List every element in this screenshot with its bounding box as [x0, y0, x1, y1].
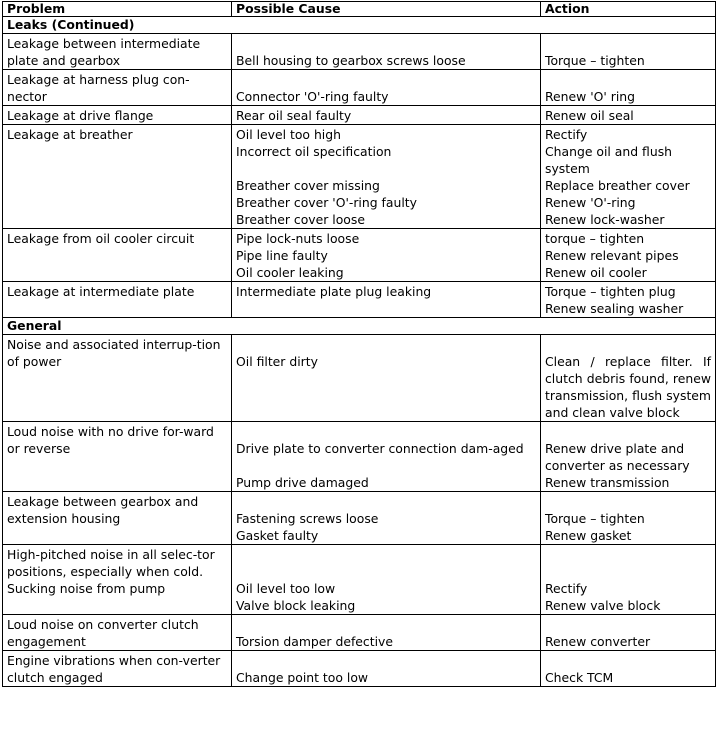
cause-text: Oil level too high — [236, 127, 341, 142]
cause-cell — [232, 70, 541, 106]
table-row — [3, 422, 716, 492]
action-text: Check TCM — [545, 670, 614, 685]
cause-text: Intermediate plate plug leaking — [236, 284, 432, 299]
cause-text: Connector 'O'-ring faulty — [236, 89, 389, 104]
table-row — [3, 125, 716, 229]
cause-text: Incorrect oil specification — [236, 144, 392, 159]
header-action: Action — [541, 2, 716, 17]
action-text: Renew 'O'-ring — [545, 195, 636, 210]
cause-text: Breather cover loose — [236, 212, 365, 227]
cause-text: Pipe line faulty — [236, 248, 328, 263]
table-row — [3, 651, 716, 687]
table-row — [3, 492, 716, 545]
section-row — [3, 17, 716, 34]
action-text: Clean / replace filter. If clutch debris found, renew transmission, flush system and clean valve block — [545, 354, 711, 420]
section-row — [3, 318, 716, 335]
action-cell — [541, 125, 716, 229]
action-text: Torque – tighten plug Renew sealing washer — [545, 284, 684, 316]
action-cell — [541, 106, 716, 125]
action-text: Renew oil seal — [545, 108, 634, 123]
cause-cell — [232, 615, 541, 651]
table-row — [3, 615, 716, 651]
problem-cell: Engine vibrations when con-verter clutch engaged — [3, 651, 232, 687]
cause-cell — [232, 229, 541, 282]
cause-text: Breather cover 'O'-ring faulty — [236, 195, 417, 210]
action-cell — [541, 492, 716, 545]
action-cell — [541, 229, 716, 282]
problem-cell: Leakage from oil cooler circuit — [3, 229, 232, 282]
table-row — [3, 335, 716, 422]
cause-cell — [232, 492, 541, 545]
cause-text: Torsion damper defective — [236, 634, 393, 649]
header-problem: Problem — [3, 2, 232, 17]
cause-text: Bell housing to gearbox screws loose — [236, 53, 466, 68]
cause-text: Gasket faulty — [236, 528, 319, 543]
cause-text: Breather cover missing — [236, 178, 380, 193]
action-text: Renew drive plate and converter as necessary — [545, 441, 690, 473]
cause-cell — [232, 282, 541, 318]
action-cell — [541, 34, 716, 70]
cause-text: Oil cooler leaking — [236, 265, 344, 280]
cause-text: Rear oil seal faulty — [236, 108, 352, 123]
action-cell — [541, 545, 716, 615]
problem-cell: Loud noise with no drive for-ward or reverse — [3, 422, 232, 492]
problem-cell: Leakage at intermediate plate — [3, 282, 232, 318]
cause-cell — [232, 106, 541, 125]
problem-cell: Loud noise on converter clutch engagement — [3, 615, 232, 651]
action-cell — [541, 422, 716, 492]
action-text: Renew relevant pipes — [545, 248, 679, 263]
action-cell — [541, 70, 716, 106]
problem-cell: Noise and associated interrup-tion of power — [3, 335, 232, 422]
cause-cell — [232, 125, 541, 229]
action-text: Rectify — [545, 581, 588, 596]
section-title: Leaks (Continued) — [3, 17, 716, 34]
table-row — [3, 229, 716, 282]
header-cause: Possible Cause — [232, 2, 541, 17]
table-row — [3, 106, 716, 125]
problem-cell: Leakage at drive flange — [3, 106, 232, 125]
action-text: Renew 'O' ring — [545, 89, 635, 104]
cause-cell — [232, 335, 541, 422]
table-row — [3, 34, 716, 70]
cause-text: Drive plate to converter connection dam-aged — [236, 441, 524, 456]
action-cell — [541, 615, 716, 651]
cause-text: Fastening screws loose — [236, 511, 379, 526]
section-title: General — [3, 318, 716, 335]
problem-cell: High-pitched noise in all selec-tor positions, especially when cold. Sucking noise from pump — [3, 545, 232, 615]
action-text: torque – tighten — [545, 231, 645, 246]
action-cell — [541, 335, 716, 422]
action-text: Renew valve block — [545, 598, 661, 613]
problem-cell: Leakage between intermediate plate and gearbox — [3, 34, 232, 70]
problem-cell: Leakage at harness plug con-nector — [3, 70, 232, 106]
action-text: Torque – tighten — [545, 511, 645, 526]
action-text: Change oil and flush system — [545, 144, 672, 176]
action-cell — [541, 282, 716, 318]
table-row — [3, 70, 716, 106]
problem-cell: Leakage at breather — [3, 125, 232, 229]
cause-text: Valve block leaking — [236, 598, 356, 613]
cause-cell — [232, 651, 541, 687]
action-text: Replace breather cover — [545, 178, 690, 193]
cause-cell — [232, 422, 541, 492]
cause-cell — [232, 34, 541, 70]
action-text: Renew gasket — [545, 528, 632, 543]
action-text: Rectify — [545, 127, 588, 142]
cause-text: Oil level too low — [236, 581, 336, 596]
table-row — [3, 282, 716, 318]
cause-cell — [232, 545, 541, 615]
cause-text: Pump drive damaged — [236, 475, 369, 490]
action-text: Renew converter — [545, 634, 651, 649]
action-text: Renew oil cooler — [545, 265, 647, 280]
table-row — [3, 545, 716, 615]
cause-text: Change point too low — [236, 670, 369, 685]
cause-text: Pipe lock-nuts loose — [236, 231, 360, 246]
cause-text: Oil filter dirty — [236, 354, 318, 369]
action-text: Renew lock-washer — [545, 212, 665, 227]
action-text: Torque – tighten — [545, 53, 645, 68]
action-cell — [541, 651, 716, 687]
troubleshooting-table — [2, 1, 715, 687]
problem-cell: Leakage between gearbox and extension housing — [3, 492, 232, 545]
action-text: Renew transmission — [545, 475, 670, 490]
header-row — [3, 2, 716, 17]
